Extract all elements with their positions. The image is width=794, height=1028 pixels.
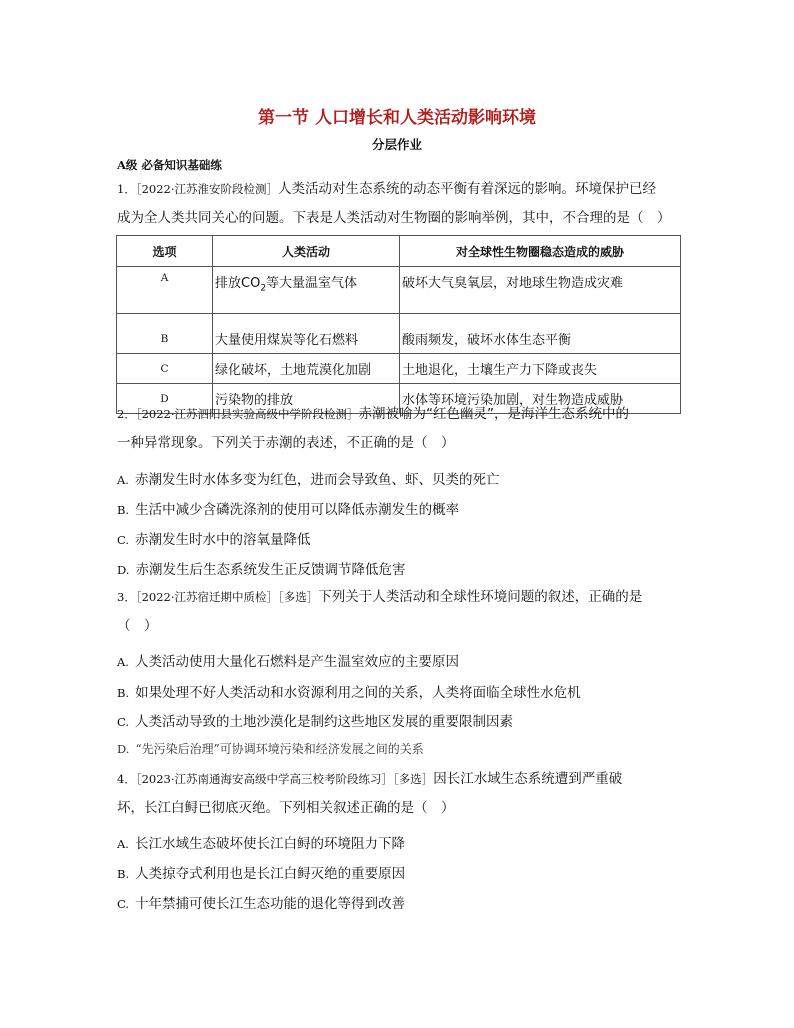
question-2-line-1 [117,400,680,429]
question-3-option-b: B. 如果处理不好人类活动和水资源利用之间的关系，人类将面临全球性水危机 [117,685,581,701]
table-cell-option: D [117,384,213,414]
section-heading: A级 必备知识基础练 [117,158,222,172]
question-1-source: 1．［2022·江苏淮安阶段检测］ [117,182,278,196]
question-4-line-2: 坏，长江白鲟已彻底灭绝。下列相关叙述正确的是（ ） [117,800,455,816]
question-4-option-b: B. 人类掠夺式利用也是长江白鲟灭绝的重要原因 [117,866,406,882]
question-3-option-a: A. 人类活动使用大量化石燃料是产生温室效应的主要原因 [117,654,459,670]
question-3-line-2: （ ） [117,618,158,634]
table-cell-threat: 土地退化，土壤生产力下降或丧失 [400,354,681,384]
table-header-row [117,236,681,267]
page-subtitle: 分层作业 [371,137,422,152]
table-cell-activity: 污染物的排放 [213,384,400,414]
question-4-text: 因长江水域生态系统遭到严重破 [433,771,623,787]
question-3 [117,583,680,641]
question-3-source: 3．［2022·江苏宿迁期中质检］［多选］ [117,590,319,604]
page-title: 第一节 人口增长和人类活动影响环境 [258,108,536,128]
question-2-option-c: C. 赤潮发生时水中的溶氧量降低 [117,532,311,548]
table-cell-activity: 排放$CO_2$等大量温室气体 [213,267,400,314]
question-2-option-d: D. 赤潮发生后生态系统发生正反馈调节降低危害 [117,562,406,578]
table-cell-option: A [117,267,213,314]
table-header: 对全球性生物圈稳态造成的威胁 [400,236,681,267]
table-cell-option: C [117,354,213,384]
question-4 [117,765,680,823]
question-4-option-c: C. 十年禁捕可使长江生态功能的退化等得到改善 [117,896,406,912]
table-header: 人类活动 [213,236,400,267]
table-row [117,354,681,384]
question-3-option-d: D. “先污染后治理”可协调环境污染和经济发展之间的关系 [117,742,424,756]
question-1-line-2: 成为全人类共同关心的问题。下表是人类活动对生物圈的影响举例，其中，不合理的是（ ） [117,210,671,226]
question-2-option-a: A. 赤潮发生时水体多变为红色，进而会导致鱼、虾、贝类的死亡 [117,472,500,488]
table-cell-activity: 大量使用煤炭等化石燃料 [213,314,400,354]
question-1-table [116,235,681,414]
question-1-line-1 [117,175,680,204]
table-cell-threat: 酸雨频发，破坏水体生态平衡 [400,314,681,354]
question-2-source: 2．［2022·江苏泗阳县实验高级中学阶段检测］ [117,407,359,421]
question-1 [117,175,680,233]
table-header: 选项 [117,236,213,267]
question-2 [117,400,680,458]
question-3-option-c: C. 人类活动导致的土地沙漠化是制约这些地区发展的重要限制因素 [117,714,514,730]
question-2-text: 赤潮被喻为“红色幽灵”，是海洋生态系统中的 [358,406,629,422]
table-cell-threat: 破坏大气臭氧层，对地球生物造成灾难 [400,267,681,314]
question-2-line-2: 一种异常现象。下列关于赤潮的表述，不正确的是（ ） [117,435,455,451]
question-4-option-a: A. 长江水域生态破坏使长江白鲟的环境阻力下降 [117,836,405,852]
question-1-text: 人类活动对生态系统的动态平衡有着深远的影响。环境保护已经 [278,181,656,197]
question-3-text: 下列关于人类活动和全球性环境问题的叙述，正确的是 [318,589,643,605]
question-2-option-b: B. 生活中减少含磷洗涤剂的使用可以降低赤潮发生的概率 [117,502,460,518]
table-row [117,267,681,314]
table-cell-option: B [117,314,213,354]
question-4-line-1 [117,765,680,794]
table-row [117,314,681,354]
table-cell-activity: 绿化破坏，土地荒漠化加剧 [213,354,400,384]
table-cell-threat: 水体等环境污染加剧，对生物造成威胁 [400,384,681,414]
question-4-source: 4．［2023·江苏南通海安高级中学高三校考阶段练习］［多选］ [117,772,434,786]
question-3-line-1 [117,583,680,612]
